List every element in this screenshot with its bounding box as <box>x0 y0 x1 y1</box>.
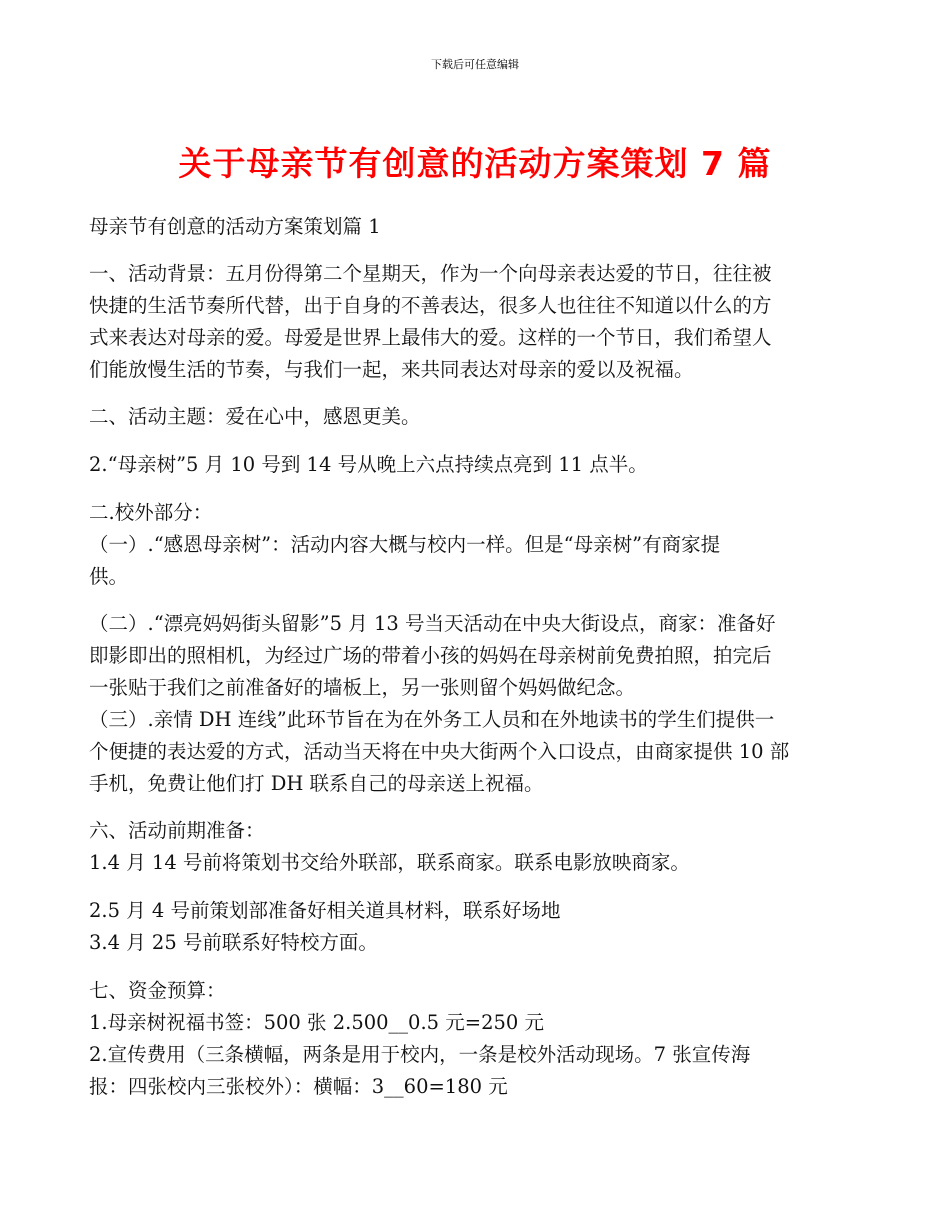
text-line: 们能放慢生活的节奏，与我们一起，来共同表达对母亲的爱以及祝福。 <box>89 358 694 381</box>
text-line: （三）.亲情 DH 连线”此环节旨在为在外务工人员和在外地读书的学生们提供一 <box>89 708 775 731</box>
document-title: 关于母亲节有创意的活动方案策划 7 篇 <box>178 144 772 183</box>
text-line: 供。 <box>89 565 129 588</box>
paragraph <box>89 895 869 959</box>
text-line: 2.5 月 4 号前策划部准备好相关道具材料，联系好场地 <box>89 899 561 922</box>
paragraph <box>89 258 869 386</box>
text-line: 1.母亲树祝福书签：500 张 2.500__0.5 元=250 元 <box>89 1011 545 1034</box>
paragraph <box>89 975 869 1103</box>
text-line: 即影即出的照相机，为经过广场的带着小孩的妈妈在母亲树前免费拍照，拍完后 <box>89 644 772 667</box>
text-line: 二、活动主题：爱在心中，感恩更美。 <box>89 405 421 428</box>
text-line: 1.4 月 14 号前将策划书交给外联部，联系商家。联系电影放映商家。 <box>89 851 690 874</box>
text-line: 式来表达对母亲的爱。母爱是世界上最伟大的爱。这样的一个节日，我们希望人 <box>89 326 772 349</box>
text-line: （二）.“漂亮妈妈街头留影”5 月 13 号当天活动在中央大街设点，商家：准备好 <box>89 612 776 635</box>
text-line: 报：四张校内三张校外）：横幅：3__60=180 元 <box>89 1075 508 1098</box>
text-line: 一张贴于我们之前准备好的墙板上，另一张则留个妈妈做纪念。 <box>89 676 636 699</box>
text-line: 个便捷的表达爱的方式，活动当天将在中央大街两个入口设点，由商家提供 10 部 <box>89 740 790 763</box>
text-line: 七、资金预算： <box>89 979 226 1002</box>
text-line: 3.4 月 25 号前联系好特校方面。 <box>89 931 378 954</box>
paragraph <box>89 815 869 879</box>
header-note: 下载后可任意编辑 <box>431 58 519 71</box>
paragraph <box>89 211 869 243</box>
text-line: （一）.“感恩母亲树”：活动内容大概与校内一样。但是“母亲树”有商家提 <box>89 533 721 556</box>
text-line: 六、活动前期准备： <box>89 819 265 842</box>
paragraph <box>89 608 869 800</box>
text-line: 手机，免费让他们打 DH 联系自己的母亲送上祝福。 <box>89 772 544 795</box>
paragraph <box>89 449 869 481</box>
text-line: 二.校外部分： <box>89 501 213 524</box>
text-line: 快捷的生活节奏所代替，出于自身的不善表达，很多人也往往不知道以什么的方 <box>89 294 772 317</box>
text-line: 2.“母亲树”5 月 10 号到 14 号从晚上六点持续点亮到 11 点半。 <box>89 453 648 476</box>
paragraph <box>89 497 869 593</box>
paragraph <box>89 401 869 433</box>
text-line: 母亲节有创意的活动方案策划篇 1 <box>89 215 381 238</box>
text-line: 一、活动背景：五月份得第二个星期天，作为一个向母亲表达爱的节日，往往被 <box>89 262 772 285</box>
text-line: 2.宣传费用（三条横幅，两条是用于校内，一条是校外活动现场。7 张宣传海 <box>89 1043 751 1066</box>
